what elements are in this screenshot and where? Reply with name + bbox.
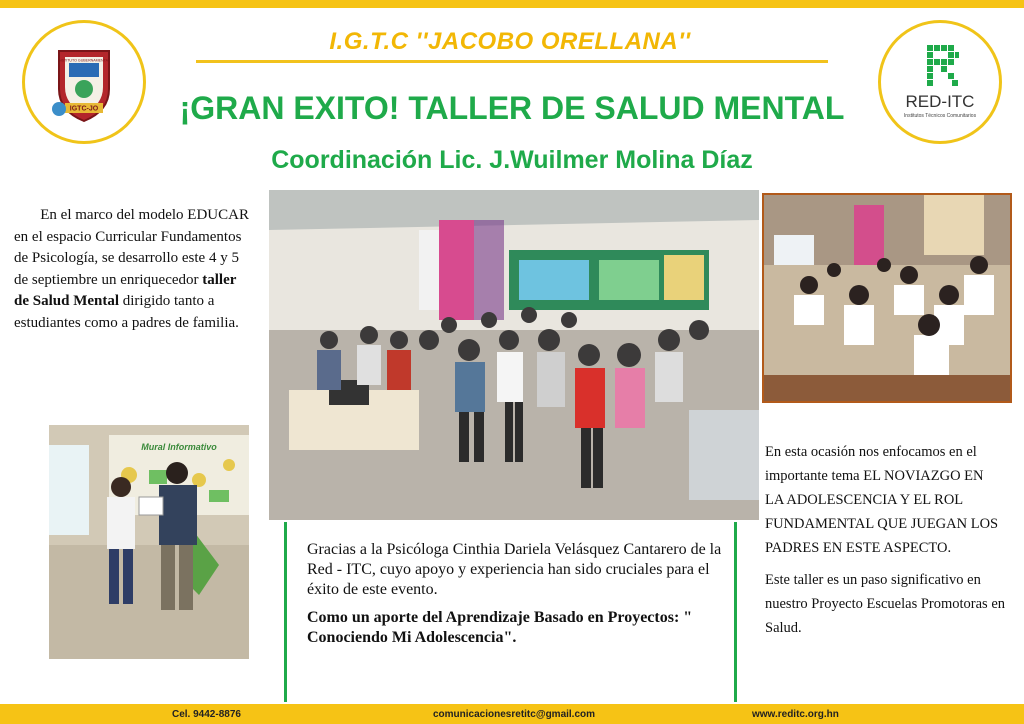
- project-bold-text: Como un aporte del Aprendizaje Basado en Proyectos: " Conociendo Mi Adolescencia".: [307, 609, 693, 646]
- topic-text: En esta ocasión nos enfocamos en el importante tema EL NOVIAZGO EN LA ADOLESCENCIA Y EL ROL FUNDAMENTAL QUE JUEGAN LOS PADRES EN ESTE ASPECTO.: [765, 444, 999, 556]
- classroom-photo: [762, 193, 1012, 403]
- divider-right: [734, 522, 737, 702]
- institute-name: I.G.T.C ''JACOBO ORELLANA'': [329, 28, 691, 55]
- top-stripe: [0, 0, 1024, 8]
- school-logo: [22, 20, 146, 144]
- page-title: ¡GRAN EXITO! TALLER DE SALUD MENTAL: [179, 90, 845, 126]
- project-text: Este taller es un paso significativo en nuestro Proyecto Escuelas Promotoras en Salud.: [765, 572, 1006, 636]
- intro-text-b: dirigido tanto a estudiantes como a padres de familia.: [14, 293, 239, 331]
- footer-phone: Cel. 9442-8876: [172, 708, 241, 720]
- coordination-subtitle: Coordinación Lic. J.Wuilmer Molina Díaz: [271, 146, 753, 174]
- logo-text-top: INSTITUTO GUBERNAMENTAL: [58, 58, 110, 63]
- footer-website[interactable]: www.reditc.org.hn: [752, 708, 839, 720]
- topic-paragraph: [765, 440, 1005, 640]
- intro-paragraph: [14, 205, 254, 334]
- mural-sign-text: Mural Informativo: [141, 442, 217, 452]
- thanks-paragraph: [307, 540, 727, 648]
- certificate-photo: [49, 425, 249, 659]
- footer-bar: [0, 704, 1024, 724]
- thanks-text: Gracias a la Psicóloga Cinthia Dariela Velásquez Cantarero de la Red - ITC, cuyo apoyo y experiencia han sido cruciales para el éxito de este evento.: [307, 541, 722, 598]
- logo-tagline: Institutos Técnicos Comunitarios: [903, 113, 977, 119]
- intro-text-a: En el marco del modelo EDUCAR en el espacio Curricular Fundamentos de Psicología, se desarrollo este 4 y 5 de septiembre un enriquecedor: [14, 207, 249, 288]
- intro-bold: taller de Salud Mental: [14, 271, 237, 309]
- title-underline: [196, 60, 828, 63]
- logo-name: RED-ITC: [905, 92, 975, 111]
- divider-left: [284, 522, 287, 702]
- footer-email[interactable]: comunicacionesretitc@gmail.com: [433, 708, 596, 720]
- logo-text-bottom: IGTC-JO: [69, 105, 99, 113]
- main-workshop-photo: [269, 190, 759, 520]
- red-itc-logo: [878, 20, 1002, 144]
